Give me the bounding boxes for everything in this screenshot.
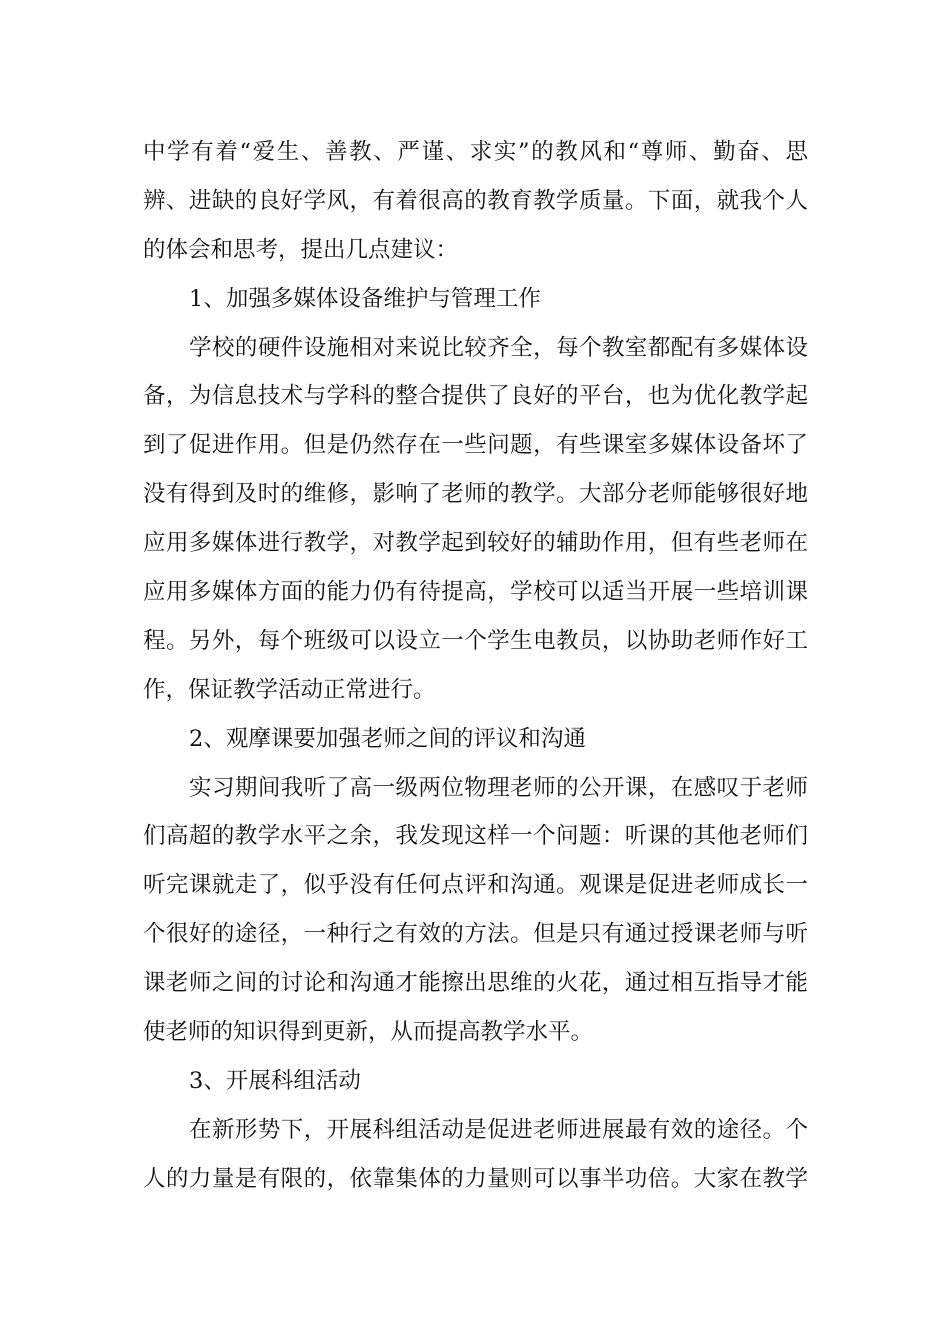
text-line: 应用多媒体进行教学，对教学起到较好的辅助作用，但有些老师在 <box>143 530 808 557</box>
text-line: 们高超的教学水平之余，我发现这样一个问题：听课的其他老师们 <box>143 823 808 850</box>
section-heading-text: 2、观摩课要加强老师之间的评议和沟通 <box>189 725 586 752</box>
paragraph-body-1 <box>143 324 808 715</box>
text-line: 备，为信息技术与学科的整合提供了良好的平台，也为优化教学起 <box>143 383 808 410</box>
text-line: 使老师的知识得到更新，从而提高教学水平。 <box>143 1019 594 1046</box>
text-line: 听完课就走了，似乎没有任何点评和沟通。观课是促进老师成长一 <box>143 872 808 899</box>
text-line: 个很好的途径，一种行之有效的方法。但是只有通过授课老师与听 <box>143 921 808 948</box>
paragraph-body-3 <box>143 1106 808 1204</box>
paragraph-intro <box>143 128 808 275</box>
text-line: 实习期间我听了高一级两位物理老师的公开课，在感叹于老师 <box>189 774 808 801</box>
section-heading-text: 1、加强多媒体设备维护与管理工作 <box>189 285 541 312</box>
text-line: 辨、进缺的良好学风，有着很高的教育教学质量。下面，就我个人 <box>143 187 808 214</box>
text-line: 没有得到及时的维修，影响了老师的教学。大部分老师能够很好地 <box>143 481 808 508</box>
document-body <box>143 128 808 1204</box>
paragraph-body-2 <box>143 764 808 1057</box>
section-heading-2 <box>143 715 808 764</box>
text-line: 在新形势下，开展科组活动是促进老师进展最有效的途径。个 <box>189 1116 808 1143</box>
section-heading-3 <box>143 1057 808 1106</box>
text-line: 中学有着“爱生、善教、严谨、求实”的教风和“尊师、勤奋、思 <box>143 139 808 165</box>
text-line: 程。另外，每个班级可以设立一个学生电教员，以协助老师作好工 <box>143 627 808 654</box>
text-line: 学校的硬件设施相对来说比较齐全，每个教室都配有多媒体设 <box>189 334 808 361</box>
text-line: 的体会和思考，提出几点建议： <box>143 236 459 263</box>
text-line: 作，保证教学活动正常进行。 <box>143 676 436 703</box>
text-line: 到了促进作用。但是仍然存在一些问题，有些课室多媒体设备坏了 <box>143 432 808 459</box>
text-line: 人的力量是有限的，依靠集体的力量则可以事半功倍。大家在教学 <box>143 1165 808 1192</box>
text-line: 课老师之间的讨论和沟通才能擦出思维的火花，通过相互指导才能 <box>143 970 808 997</box>
section-heading-1 <box>143 275 808 324</box>
text-line: 应用多媒体方面的能力仍有待提高，学校可以适当开展一些培训课 <box>143 579 808 606</box>
section-heading-text: 3、开展科组活动 <box>189 1067 361 1094</box>
